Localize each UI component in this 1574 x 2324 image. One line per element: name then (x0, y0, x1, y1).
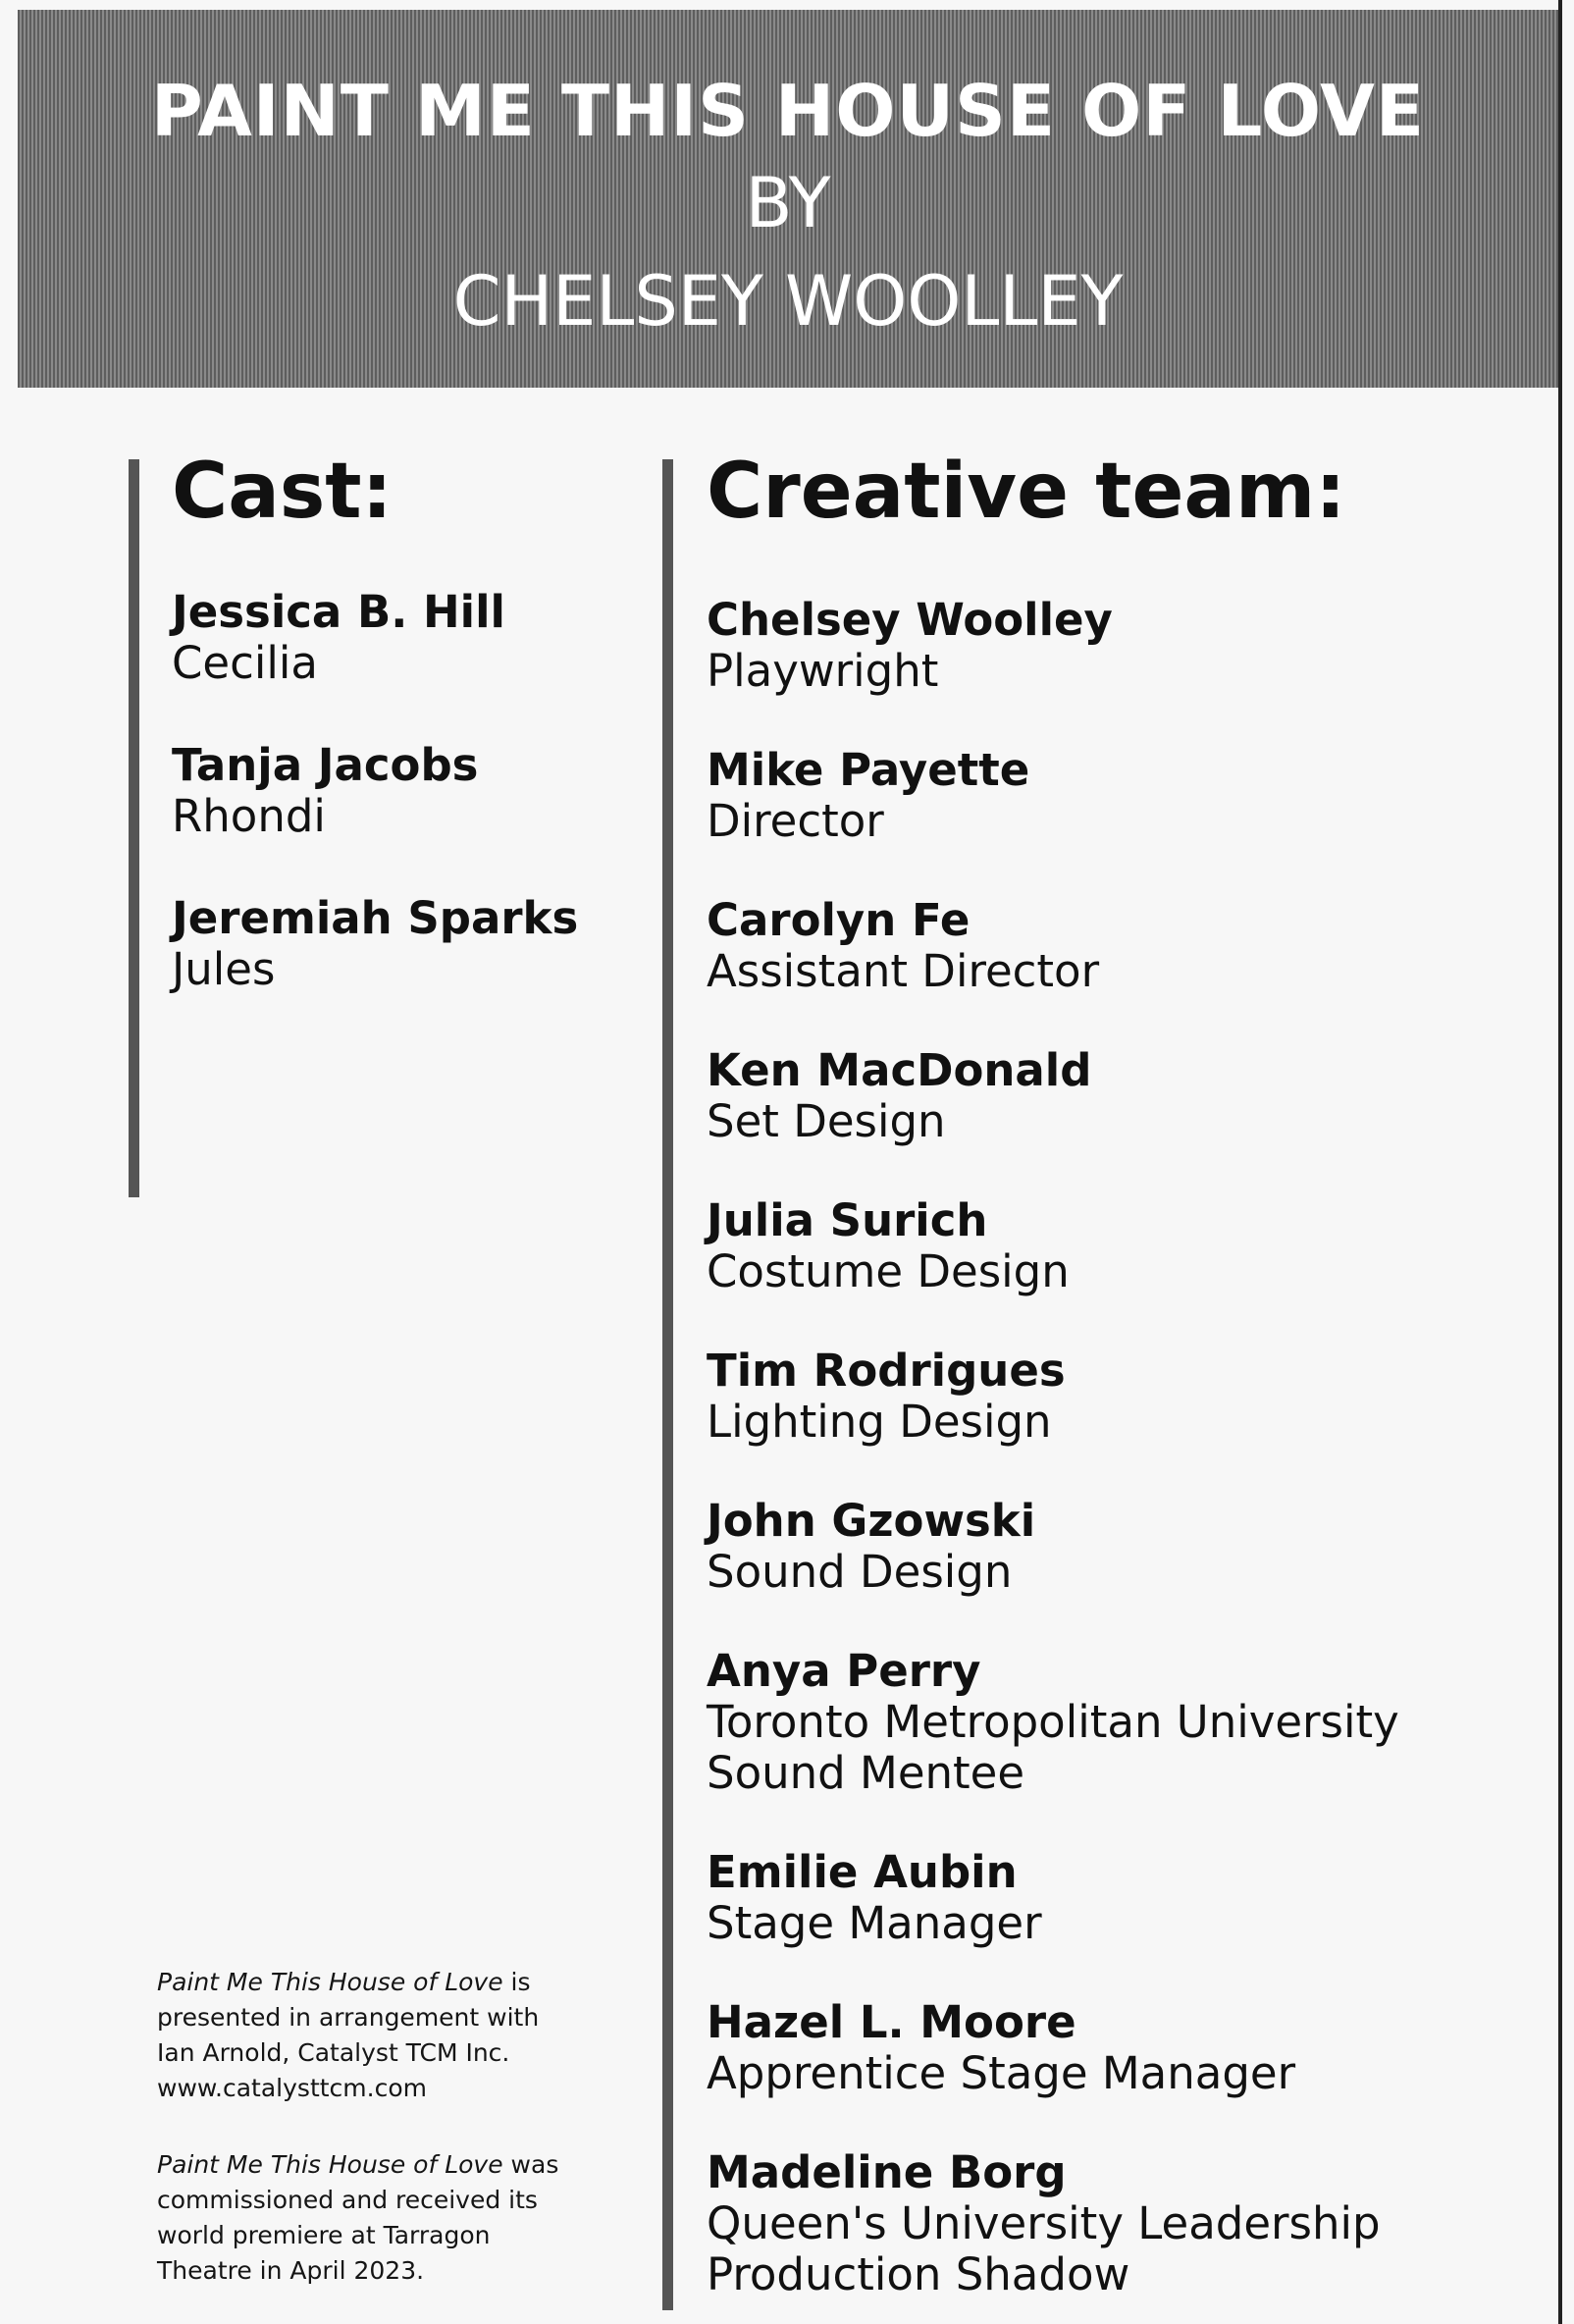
cast-member-role: Cecilia (172, 637, 318, 689)
creative-member-role (707, 646, 1550, 697)
arrangement-play-title: Paint Me This House of Love (157, 1968, 503, 1996)
premiere-play-title: Paint Me This House of Love (157, 2150, 503, 2179)
cast-member-role: Rhondi (172, 790, 326, 842)
creative-member-role-line: Playwright (707, 645, 939, 697)
premiere-note-line-3: world premiere at Tarragon (157, 2221, 491, 2249)
arrangement-note-line-1 (157, 1965, 608, 2000)
by-label: BY (745, 163, 831, 243)
premiere-note-line-2: commissioned and received its (157, 2186, 538, 2214)
creative-member-name: Julia Surich (707, 1194, 988, 1246)
creative-member-role-line: Costume Design (707, 1245, 1070, 1297)
creative-member-role (707, 2198, 1550, 2300)
premiere-note (157, 2147, 608, 2289)
creative-member (707, 1496, 1550, 1598)
creative-team-heading: Creative team: (707, 448, 1346, 536)
creative-member-name: Madeline Borg (707, 2146, 1067, 2198)
creative-member (707, 1847, 1550, 1949)
cast-member-name: Jessica B. Hill (172, 586, 505, 638)
creative-member-role-line: Lighting Design (707, 1396, 1052, 1448)
creative-member-role-line: Toronto Metropolitan University (707, 1696, 1399, 1748)
cast-list (172, 587, 643, 1046)
creative-member (707, 1045, 1550, 1147)
creative-member-role (707, 946, 1550, 997)
premiere-text-1: was (502, 2150, 559, 2179)
creative-member-role-line: Set Design (707, 1095, 946, 1147)
creative-member-name: Ken MacDonald (707, 1044, 1092, 1096)
creative-member (707, 1346, 1550, 1448)
cast-member (172, 587, 643, 689)
creative-member-role (707, 1397, 1550, 1448)
author-name: CHELSEY WOOLLEY (452, 261, 1124, 342)
creative-member-role (707, 1547, 1550, 1598)
creative-member-name: Mike Payette (707, 744, 1030, 796)
creative-member-name: Tim Rodrigues (707, 1345, 1066, 1397)
creative-member-role (707, 1096, 1550, 1147)
cast-heading: Cast: (172, 448, 393, 536)
creative-member-role-line: Sound Design (707, 1546, 1013, 1598)
creative-member (707, 1195, 1550, 1297)
cast-divider-bar (129, 459, 139, 1197)
creative-member-name: Emilie Aubin (707, 1846, 1018, 1898)
creative-member (707, 1997, 1550, 2099)
creative-member-name: Carolyn Fe (707, 894, 971, 946)
creative-member-role-line: Apprentice Stage Manager (707, 2047, 1296, 2099)
arrangement-note-line-3: Ian Arnold, Catalyst TCM Inc. (157, 2038, 510, 2067)
arrangement-note (157, 1965, 608, 2106)
creative-member-name: Chelsey Woolley (707, 594, 1113, 646)
creative-member (707, 895, 1550, 997)
creative-member (707, 1646, 1550, 1799)
creative-member-name: Anya Perry (707, 1645, 981, 1697)
play-title: PAINT ME THIS HOUSE OF LOVE (150, 70, 1426, 152)
creative-member-role-line: Sound Mentee (707, 1747, 1025, 1799)
creative-member-role-line: Production Shadow (707, 2248, 1130, 2300)
arrangement-text-1: is (502, 1968, 531, 1996)
cast-member-name: Jeremiah Sparks (172, 892, 579, 944)
creative-member-role (707, 1697, 1550, 1799)
creative-member-name: Hazel L. Moore (707, 1996, 1076, 2048)
creative-member-role (707, 796, 1550, 847)
creative-member-name: John Gzowski (707, 1495, 1036, 1547)
creative-member-role (707, 2048, 1550, 2099)
creative-team-list (707, 595, 1550, 2324)
creative-member-role (707, 1246, 1550, 1297)
cast-member-role: Jules (172, 943, 276, 995)
creative-member-role (707, 1898, 1550, 1949)
page-edge-line (1558, 0, 1562, 2324)
arrangement-note-line-2: presented in arrangement with (157, 2003, 540, 2032)
creative-member-role-line: Queen's University Leadership (707, 2197, 1381, 2249)
cast-member (172, 893, 643, 995)
premiere-note-line-1 (157, 2147, 608, 2183)
creative-member (707, 745, 1550, 847)
title-banner (18, 10, 1558, 388)
creative-member (707, 2147, 1550, 2300)
creative-member-role-line: Director (707, 795, 884, 847)
cast-member (172, 740, 643, 842)
creative-divider-bar (662, 459, 673, 2310)
creative-member-role-line: Stage Manager (707, 1897, 1042, 1949)
premiere-note-line-4: Theatre in April 2023. (157, 2256, 425, 2285)
creative-member-role-line: Assistant Director (707, 945, 1100, 997)
arrangement-website: www.catalysttcm.com (157, 2074, 427, 2102)
cast-member-name: Tanja Jacobs (172, 739, 479, 791)
creative-member (707, 595, 1550, 697)
